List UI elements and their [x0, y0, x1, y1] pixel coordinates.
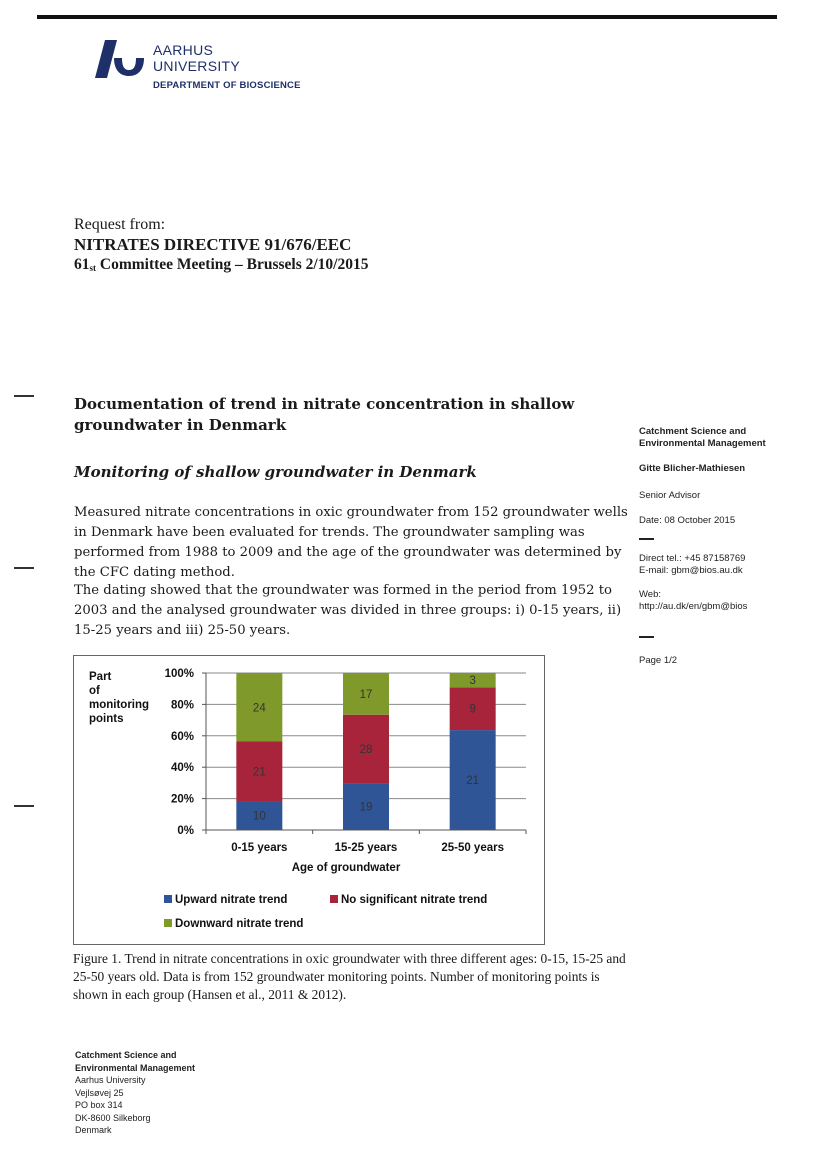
legend-label: Upward nitrate trend — [175, 894, 288, 906]
bar-count-label: 9 — [469, 703, 476, 716]
stacked-bar-chart — [74, 656, 544, 944]
sidebar-web-link[interactable]: http://au.dk/en/gbm@bios — [639, 601, 748, 612]
sidebar-author-title: Senior Advisor — [639, 490, 701, 501]
sidebar-email[interactable]: E-mail: gbm@bios.au.dk — [639, 565, 743, 576]
legend-label: No significant nitrate trend — [341, 894, 488, 906]
footer-dept-line1: Catchment Science and — [75, 1050, 177, 1060]
footer-institution: Aarhus University — [75, 1075, 146, 1085]
footer-city: DK-8600 Silkeborg — [75, 1112, 151, 1123]
section-subtitle: Monitoring of shallow groundwater in Denmark — [74, 463, 477, 481]
y-tick-label: 20% — [170, 793, 194, 806]
request-label: Request from: — [74, 216, 166, 233]
sidebar-dept-line2: Environmental Management — [639, 438, 766, 449]
y-tick-label: 100% — [164, 668, 194, 680]
document-title: Documentation of trend in nitrate concentration in shallow groundwater in Denmark — [74, 395, 575, 434]
bar-count-label: 10 — [252, 810, 266, 823]
svg-text:Partofmonitoringpoints: Part of monitoring points — [89, 671, 150, 725]
x-tick-label: 25-50 years — [441, 842, 505, 854]
paragraph-2: The dating showed that the groundwater was formed in the period from 1952 to 2003 and the analysed groundwater was divided in three groups: i) 0-15 years, ii) 15-25 years and iii) 25-50 years. — [74, 583, 622, 638]
meeting-text: Committee Meeting – Brussels 2/10/2015 — [96, 256, 369, 273]
footer-dept-line2: Environmental Management — [75, 1062, 196, 1073]
logo-line-aarhus: AARHUS — [153, 42, 214, 58]
request-block — [74, 216, 369, 276]
top-rule — [37, 15, 777, 19]
meeting-number: 61 — [74, 256, 90, 273]
legend-label: Downward nitrate trend — [175, 918, 304, 930]
sidebar-department — [639, 426, 766, 450]
bar-count-label: 3 — [469, 675, 476, 688]
figure-caption: Figure 1. Trend in nitrate concentrations in oxic groundwater with three different ages: 0-15, 15-25 and 25-50 years old. Data is from 152 groundwater monitoring points. Number of monitoring points is shown in each group (Hansen et al., 2011 & 2012). — [73, 951, 626, 1002]
footer-country: Denmark — [75, 1125, 112, 1135]
figure-1 — [73, 655, 545, 945]
bar-count-label: 19 — [359, 801, 373, 814]
legend-swatch — [330, 895, 338, 903]
logo-department: DEPARTMENT OF BIOSCIENCE — [153, 80, 301, 91]
legend-swatch — [164, 895, 172, 903]
y-tick-label: 80% — [170, 699, 194, 712]
sidebar-divider — [639, 636, 654, 638]
x-axis-title: Age of groundwater — [291, 862, 401, 874]
sidebar-web — [639, 589, 747, 613]
footer-address — [75, 1049, 195, 1137]
y-axis-title — [89, 671, 149, 725]
sidebar-contact — [639, 553, 745, 577]
footer-street: Vejlsøvej 25 — [75, 1087, 124, 1098]
request-directive: NITRATES DIRECTIVE 91/676/EEC — [74, 235, 352, 254]
footer-po-box: PO box 314 — [75, 1100, 123, 1110]
logo-line-university: UNIVERSITY — [153, 58, 241, 74]
bar-count-label: 17 — [359, 688, 373, 701]
aarhus-university-logo-icon — [73, 38, 145, 80]
page-number: Page 1/2 — [639, 655, 678, 666]
request-meeting — [74, 255, 369, 276]
margin-tick — [14, 395, 34, 397]
x-tick-label: 0-15 years — [231, 842, 288, 854]
sidebar-date: Date: 08 October 2015 — [639, 515, 736, 526]
sidebar-phone: Direct tel.: +45 87158769 — [639, 553, 746, 564]
margin-tick — [14, 805, 34, 807]
logo-text — [153, 42, 301, 91]
meeting-ordinal: st — [89, 263, 96, 273]
bar-count-label: 21 — [252, 766, 266, 779]
bar-count-label: 21 — [466, 775, 480, 788]
margin-tick — [14, 567, 34, 569]
y-tick-label: 0% — [177, 825, 194, 837]
bar-count-label: 28 — [359, 744, 373, 757]
sidebar-dept-line1: Catchment Science and — [639, 426, 747, 437]
bar-count-label: 24 — [252, 702, 266, 715]
sidebar-web-label: Web: — [639, 589, 662, 600]
paragraph-1: Measured nitrate concentrations in oxic groundwater from 152 groundwater wells in Denmark have been evaluated for trends. The groundwater sampling was performed from 1988 to 2009 and the age of the groundwater was determined by the CFC dating method. — [74, 505, 628, 580]
y-tick-label: 40% — [170, 762, 194, 775]
sidebar-divider — [639, 538, 654, 540]
x-tick-label: 15-25 years — [334, 842, 398, 854]
sidebar-author-name: Gitte Blicher-Mathiesen — [639, 463, 746, 474]
y-tick-label: 60% — [170, 730, 194, 743]
legend-swatch — [164, 919, 172, 927]
